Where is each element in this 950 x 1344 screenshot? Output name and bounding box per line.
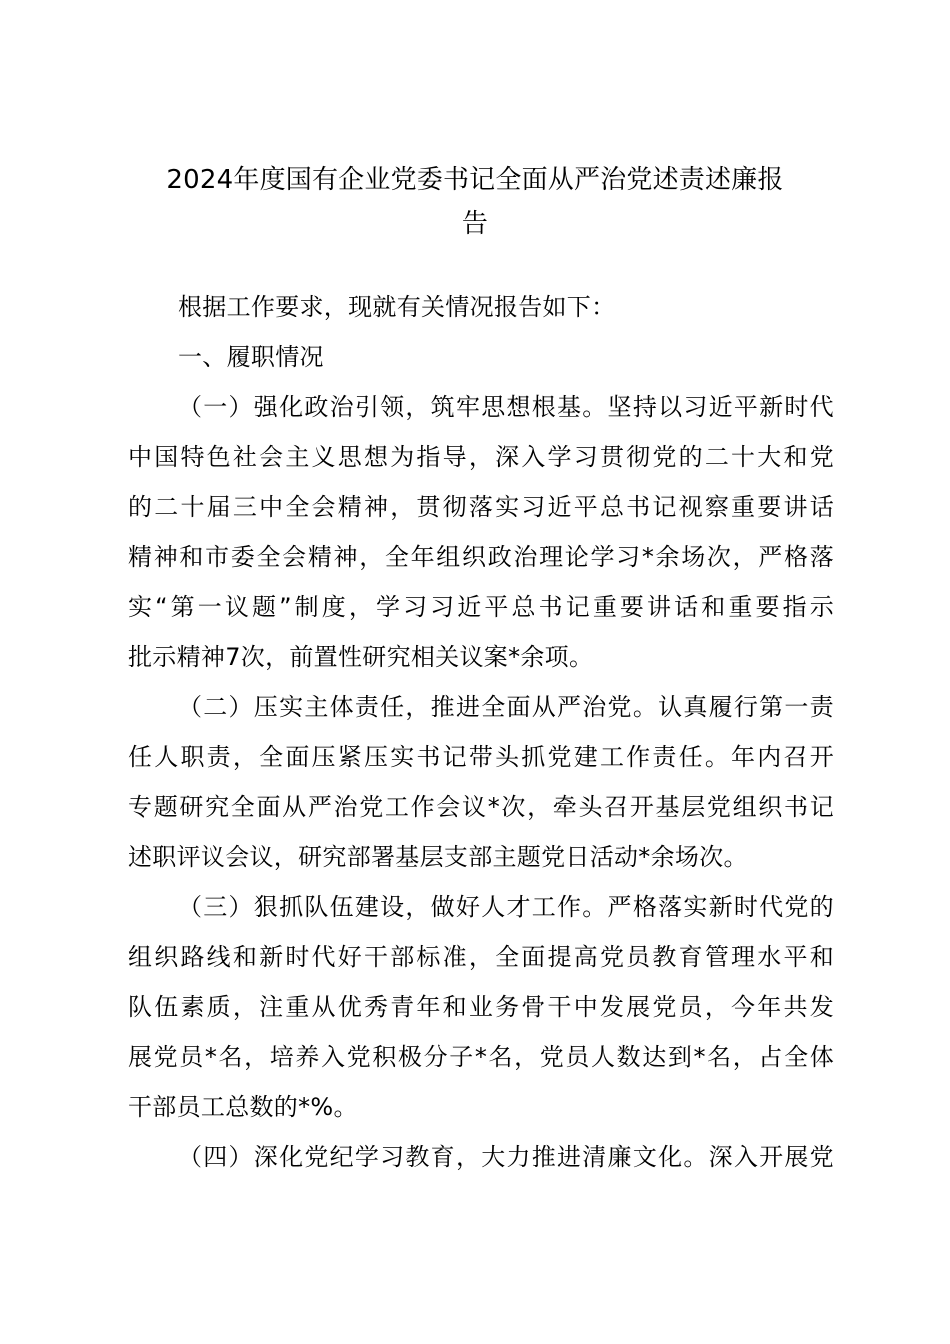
title-line-1: 2024年度国有企业党委书记全面从严治党述责述廉报 xyxy=(166,165,784,195)
title-line-2: 告 xyxy=(461,209,489,239)
paragraph-main-responsibility xyxy=(128,682,834,882)
document-title xyxy=(120,158,830,246)
paragraph-line: 精神和市委全会精神，全年组织政治理论学习*余场次，严格落 xyxy=(128,543,834,571)
paragraph-line: （四）深化党纪学习教育，大力推进清廉文化。深入开展党 xyxy=(178,1143,834,1171)
paragraph-line: （一）强化政治引领，筑牢思想根基。坚持以习近平新时代 xyxy=(178,393,834,421)
document-body xyxy=(128,282,834,1182)
paragraph-line: 组织路线和新时代好干部标准，全面提高党员教育管理水平和 xyxy=(128,943,834,971)
paragraph-line: 中国特色社会主义思想为指导，深入学习贯彻党的二十大和党 xyxy=(128,443,834,471)
paragraph-line: 专题研究全面从严治党工作会议*次，牵头召开基层党组织书记 xyxy=(128,793,834,821)
paragraph-line: （二）压实主体责任，推进全面从严治党。认真履行第一责 xyxy=(178,693,834,721)
paragraph-line: 干部员工总数的*%。 xyxy=(128,1093,358,1121)
paragraph-line: 任人职责，全面压紧压实书记带头抓党建工作责任。年内召开 xyxy=(128,743,834,771)
paragraph-discipline-education xyxy=(128,1132,834,1182)
paragraph-political-leadership xyxy=(128,382,834,682)
paragraph-line: 队伍素质，注重从优秀青年和业务骨干中发展党员，今年共发 xyxy=(128,993,834,1021)
paragraph-line: 实“第一议题”制度，学习习近平总书记重要讲话和重要指示 xyxy=(128,593,834,621)
intro-paragraph: 根据工作要求，现就有关情况报告如下： xyxy=(178,293,616,321)
paragraph-line: 展党员*名，培养入党积极分子*名，党员人数达到*名，占全体 xyxy=(128,1043,834,1071)
paragraph-line: （三）狠抓队伍建设，做好人才工作。严格落实新时代党的 xyxy=(178,893,834,921)
section-heading-duty: 一、履职情况 xyxy=(178,343,324,371)
paragraph-team-building xyxy=(128,882,834,1132)
paragraph-line: 批示精神7次，前置性研究相关议案*余项。 xyxy=(128,643,594,671)
paragraph-line: 的二十届三中全会精神，贯彻落实习近平总书记视察重要讲话 xyxy=(128,493,834,521)
paragraph-line: 述职评议会议，研究部署基层支部主题党日活动*余场次。 xyxy=(128,843,748,871)
